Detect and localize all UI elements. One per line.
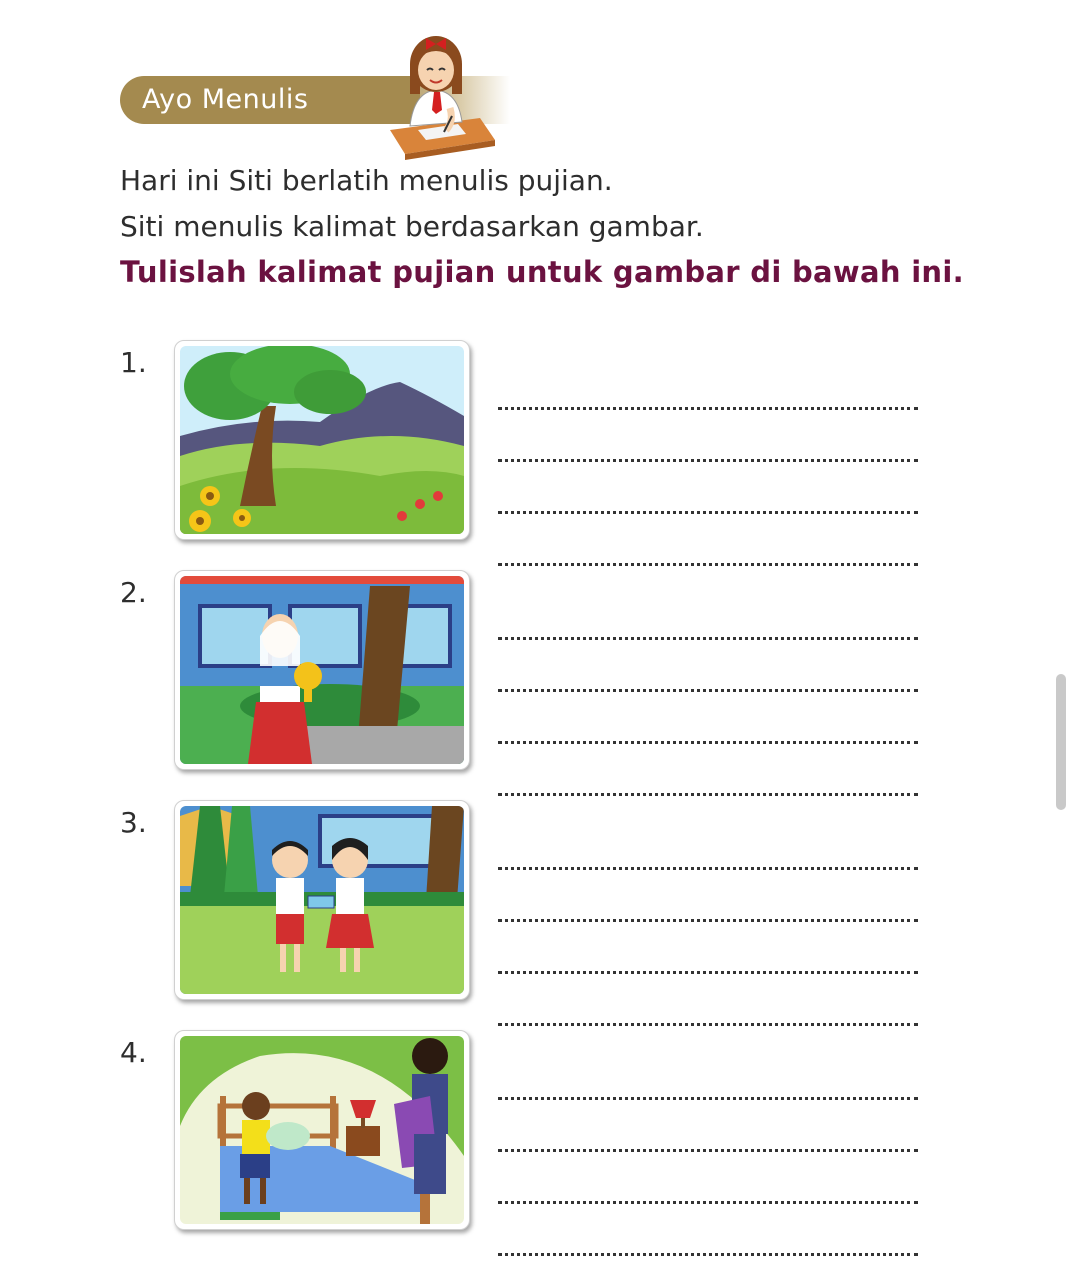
exercise-picture-frame: [174, 570, 470, 770]
exercise-number: 2.: [120, 576, 147, 609]
answer-line[interactable]: [498, 1204, 918, 1256]
answer-line[interactable]: [498, 818, 918, 870]
answer-lines: [498, 818, 918, 1026]
bedroom-picture: [180, 1036, 464, 1224]
answer-line[interactable]: [498, 870, 918, 922]
exercise-number: 1.: [120, 346, 147, 379]
answer-line[interactable]: [498, 410, 918, 462]
answer-line[interactable]: [498, 744, 918, 796]
answer-line[interactable]: [498, 514, 918, 566]
exercise-number: 3.: [120, 806, 147, 839]
exercise-4: [120, 1030, 940, 1230]
exercise-picture-frame: [174, 1030, 470, 1230]
answer-line[interactable]: [498, 974, 918, 1026]
exercise-3: [120, 800, 940, 1000]
answer-lines: [498, 1048, 918, 1256]
answer-line[interactable]: [498, 692, 918, 744]
answer-lines: [498, 588, 918, 796]
answer-lines: [498, 358, 918, 566]
exercise-2: [120, 570, 940, 770]
answer-line[interactable]: [498, 462, 918, 514]
answer-line[interactable]: [498, 358, 918, 410]
section-header: [120, 30, 500, 160]
answer-line[interactable]: [498, 1100, 918, 1152]
school-trophy-picture: [180, 576, 464, 764]
answer-line[interactable]: [498, 588, 918, 640]
exercise-picture-frame: [174, 340, 470, 540]
landscape-picture: [180, 346, 464, 534]
answer-line[interactable]: [498, 1048, 918, 1100]
exercise-1: [120, 340, 940, 540]
answer-line[interactable]: [498, 640, 918, 692]
exercise-number: 4.: [120, 1036, 147, 1069]
answer-line[interactable]: [498, 1152, 918, 1204]
intro-line-1: Hari ini Siti berlatih menulis pujian.: [120, 164, 613, 197]
answer-line[interactable]: [498, 922, 918, 974]
students-sharing-picture: [180, 806, 464, 994]
scrollbar[interactable]: [1056, 674, 1066, 810]
instruction: Tulislah kalimat pujian untuk gambar di bawah ini.: [120, 255, 964, 289]
writing-girl-illustration: [370, 30, 500, 160]
exercise-picture-frame: [174, 800, 470, 1000]
section-badge: Ayo Menulis: [120, 76, 420, 124]
intro-text: [120, 158, 704, 250]
intro-line-2: Siti menulis kalimat berdasarkan gambar.: [120, 210, 704, 243]
